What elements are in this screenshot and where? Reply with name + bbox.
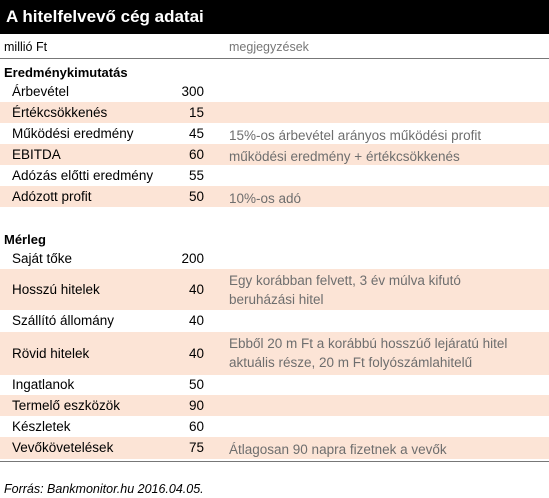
row-value: 50	[188, 377, 204, 392]
row-value: 55	[188, 168, 204, 183]
divider	[0, 461, 549, 462]
column-header-row	[0, 37, 549, 57]
table-row	[0, 332, 549, 375]
row-value: 75	[188, 440, 204, 455]
table-row	[0, 249, 549, 269]
row-label: Szállító állomány	[12, 313, 115, 328]
row-label: Értékcsökkenés	[12, 105, 108, 120]
notes-header: megjegyzések	[229, 40, 309, 54]
row-label: Hosszú hitelek	[12, 282, 100, 297]
row-note: Egy korábban felvett, 3 év múlva kifutó beruházási hitel	[229, 273, 461, 307]
row-note: működési eredmény + értékcsökkenés	[229, 149, 460, 164]
row-note: Átlagosan 90 napra fizetnek a vevők	[229, 442, 447, 457]
table-row	[0, 123, 549, 144]
divider	[0, 58, 549, 59]
page-title: A hitelfelvevő cég adatai	[0, 0, 549, 34]
table-row	[0, 437, 549, 459]
income-statement-heading: Eredménykimutatás	[4, 65, 128, 80]
row-value: 50	[188, 189, 204, 204]
row-label: EBITDA	[12, 147, 61, 162]
balance-sheet-heading: Mérleg	[4, 232, 46, 247]
row-value: 60	[188, 419, 204, 434]
row-label: Ingatlanok	[12, 377, 75, 392]
row-note: 10%-os adó	[229, 191, 302, 206]
table-row	[0, 165, 549, 186]
row-label: Vevőkövetelések	[12, 440, 114, 455]
row-label: Rövid hitelek	[12, 346, 90, 361]
row-value: 300	[181, 84, 204, 99]
row-value: 40	[188, 346, 204, 361]
table-row	[0, 310, 549, 332]
table-row	[0, 416, 549, 437]
row-label: Adózott profit	[12, 189, 92, 204]
table-row	[0, 102, 549, 123]
table-row	[0, 269, 549, 310]
row-label: Adózás előtti eredmény	[12, 168, 154, 183]
table-row	[0, 82, 549, 102]
table-row	[0, 395, 549, 416]
row-label: Árbevétel	[12, 84, 70, 99]
source-note: Forrás: Bankmonitor.hu 2016.04.05.	[4, 482, 204, 496]
row-value: 40	[188, 282, 204, 297]
row-label: Készletek	[12, 419, 71, 434]
row-value: 45	[188, 126, 204, 141]
row-value: 200	[181, 251, 204, 266]
table-row	[0, 144, 549, 165]
row-label: Működési eredmény	[12, 126, 134, 141]
units-label: millió Ft	[4, 40, 48, 54]
table-row	[0, 186, 549, 207]
row-value: 40	[188, 313, 204, 328]
row-value: 15	[188, 105, 204, 120]
row-label: Termelő eszközök	[12, 398, 121, 413]
table-row	[0, 375, 549, 395]
row-note: 15%-os árbevétel arányos működési profit	[229, 128, 482, 143]
row-label: Saját tőke	[12, 251, 73, 266]
row-value: 90	[188, 398, 204, 413]
row-note: Ebből 20 m Ft a korábbú hosszúő lejáratú hitel aktuális része, 20 m Ft folyószámlahitelű	[229, 336, 508, 370]
row-value: 60	[188, 147, 204, 162]
